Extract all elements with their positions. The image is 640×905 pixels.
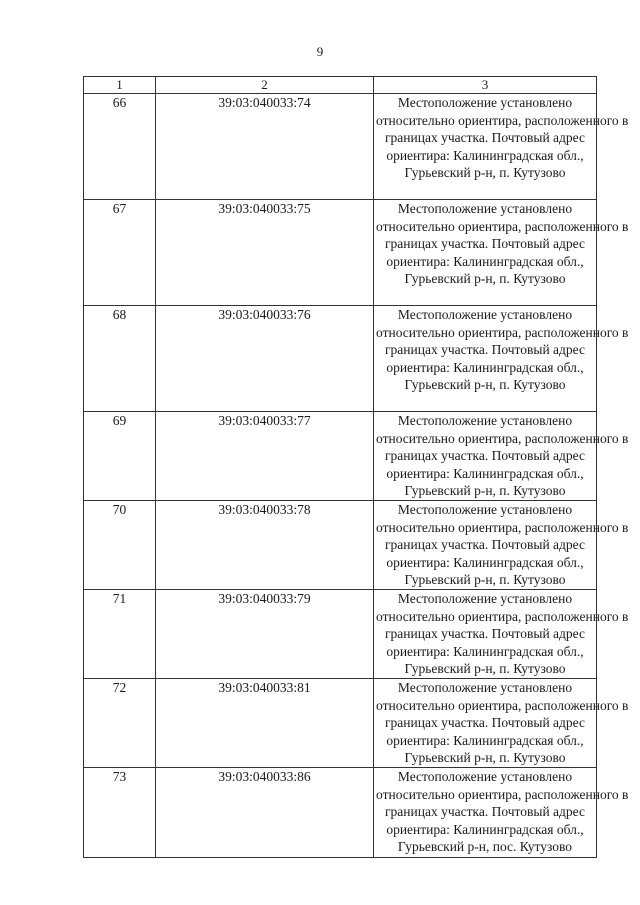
- location-line: Гурьевский р-н, п. Кутузово: [404, 271, 566, 286]
- location-line: Гурьевский р-н, пос. Кутузово: [397, 839, 573, 854]
- row-number: 71: [84, 590, 156, 679]
- location-description: [374, 501, 629, 590]
- cadastral-number: 39:03:040033:76: [156, 306, 374, 412]
- row-number: 68: [84, 306, 156, 412]
- row-number: 73: [84, 768, 156, 858]
- row-number: 70: [84, 501, 156, 590]
- row-number: 67: [84, 200, 156, 306]
- cadastral-number: 39:03:040033:86: [156, 768, 374, 858]
- location-line: Гурьевский р-н, п. Кутузово: [404, 572, 566, 587]
- location-line: границах участка. Почтовый адрес: [385, 626, 585, 641]
- cadastral-number: 39:03:040033:81: [156, 679, 374, 768]
- cadastral-number: 39:03:040033:79: [156, 590, 374, 679]
- location-description: [374, 679, 629, 768]
- location-line: границах участка. Почтовый адрес: [385, 130, 585, 145]
- location-line: ориентира: Калининградская обл.,: [386, 732, 584, 748]
- location-line: Местоположение установлено: [397, 769, 573, 784]
- location-description: [374, 590, 629, 679]
- location-line: ориентира: Калининградская обл.,: [386, 643, 584, 659]
- location-description: [374, 306, 629, 412]
- page-number: 9: [316, 44, 324, 59]
- header-col-3: 3: [374, 77, 597, 94]
- location-line: относительно ориентира, расположенного в: [376, 112, 629, 128]
- location-line: границах участка. Почтовый адрес: [385, 537, 585, 552]
- location-line: Гурьевский р-н, п. Кутузово: [404, 750, 566, 765]
- location-line: Гурьевский р-н, п. Кутузово: [404, 377, 566, 392]
- location-line: границах участка. Почтовый адрес: [385, 448, 585, 463]
- table-row: [84, 306, 597, 412]
- location-description: [374, 94, 629, 200]
- location-line: границах участка. Почтовый адрес: [385, 236, 585, 251]
- location-line: ориентира: Калининградская обл.,: [386, 253, 584, 269]
- location-line: границах участка. Почтовый адрес: [385, 715, 585, 730]
- location-line: ориентира: Калининградская обл.,: [386, 147, 584, 163]
- cadastral-number: 39:03:040033:78: [156, 501, 374, 590]
- location-line: относительно ориентира, расположенного в: [376, 218, 629, 234]
- location-line: границах участка. Почтовый адрес: [385, 804, 585, 819]
- location-line: ориентира: Калининградская обл.,: [386, 359, 584, 375]
- location-line: Местоположение установлено: [397, 591, 573, 606]
- location-line: относительно ориентира, расположенного в: [376, 324, 629, 340]
- table-row: [84, 768, 597, 858]
- location-description: [374, 768, 629, 858]
- row-number: 69: [84, 412, 156, 501]
- location-line: относительно ориентира, расположенного в: [376, 430, 629, 446]
- location-line: ориентира: Калининградская обл.,: [386, 554, 584, 570]
- location-line: относительно ориентира, расположенного в: [376, 608, 629, 624]
- location-line: ориентира: Калининградская обл.,: [386, 821, 584, 837]
- cadastral-number: 39:03:040033:75: [156, 200, 374, 306]
- location-line: Местоположение установлено: [397, 307, 573, 322]
- location-line: ориентира: Калининградская обл.,: [386, 465, 584, 481]
- table-row: [84, 501, 597, 590]
- header-col-1: 1: [84, 77, 156, 94]
- table-row: [84, 590, 597, 679]
- land-plots-table: [83, 76, 629, 858]
- location-line: относительно ориентира, расположенного в: [376, 786, 629, 802]
- row-number: 72: [84, 679, 156, 768]
- location-line: Местоположение установлено: [397, 201, 573, 216]
- cadastral-number: 39:03:040033:77: [156, 412, 374, 501]
- location-description: [374, 200, 629, 306]
- location-line: границах участка. Почтовый адрес: [385, 342, 585, 357]
- row-number: 66: [84, 94, 156, 200]
- location-line: относительно ориентира, расположенного в: [376, 697, 629, 713]
- location-line: Местоположение установлено: [397, 413, 573, 428]
- table-row: [84, 94, 597, 200]
- cadastral-number: 39:03:040033:74: [156, 94, 374, 200]
- table-row: [84, 412, 597, 501]
- location-line: относительно ориентира, расположенного в: [376, 519, 629, 535]
- location-line: Местоположение установлено: [397, 680, 573, 695]
- location-line: Гурьевский р-н, п. Кутузово: [404, 165, 566, 180]
- location-description: [374, 412, 629, 501]
- header-col-2: 2: [156, 77, 374, 94]
- table-header-row: [84, 77, 597, 94]
- location-line: Гурьевский р-н, п. Кутузово: [404, 483, 566, 498]
- location-line: Гурьевский р-н, п. Кутузово: [404, 661, 566, 676]
- location-line: Местоположение установлено: [397, 95, 573, 110]
- table-row: [84, 200, 597, 306]
- location-line: Местоположение установлено: [397, 502, 573, 517]
- table-row: [84, 679, 597, 768]
